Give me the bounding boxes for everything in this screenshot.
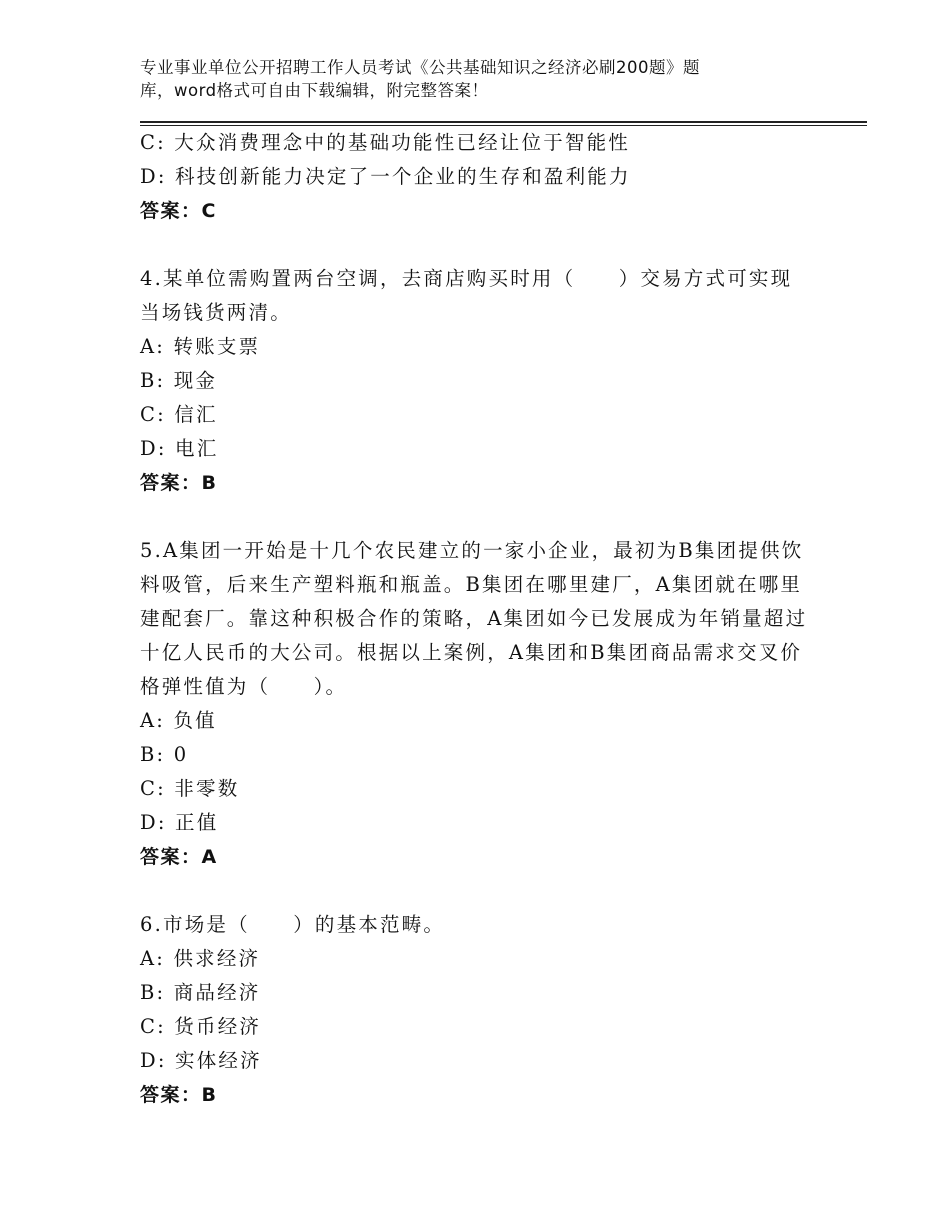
option-c: C: 货币经济	[140, 1015, 262, 1038]
answer-label: 答案：C	[140, 200, 217, 222]
question-text: 料吸管，后来生产塑料瓶和瓶盖。B集团在哪里建厂，A集团就在哪里	[140, 573, 803, 596]
header-line-1: 专业事业单位公开招聘工作人员考试《公共基础知识之经济必刷200题》题	[140, 58, 700, 77]
option-d: D: 科技创新能力决定了一个企业的生存和盈利能力	[140, 165, 631, 188]
option-a: A: 供求经济	[140, 947, 261, 970]
header-divider-thick	[140, 121, 867, 123]
answer-label: 答案：B	[140, 1084, 218, 1106]
option-b: B: 现金	[140, 369, 218, 392]
option-d: D: 电汇	[140, 437, 219, 460]
question-text: 6.市场是（ ）的基本范畴。	[140, 913, 446, 936]
option-d: D: 实体经济	[140, 1049, 262, 1072]
question-block-3-tail	[140, 126, 820, 228]
question-text: 5.A集团一开始是十几个农民建立的一家小企业，最初为B集团提供饮	[140, 539, 804, 562]
question-text: 当场钱货两清。	[140, 301, 292, 324]
question-text: 十亿人民币的大公司。根据以上案例，A集团和B集团商品需求交叉价	[140, 641, 803, 664]
question-text: 4.某单位需购置两台空调，去商店购买时用（ ）交易方式可实现	[140, 267, 793, 290]
answer-label: 答案：B	[140, 472, 218, 494]
option-c: C: 信汇	[140, 403, 218, 426]
spacer	[140, 228, 820, 262]
answer-label: 答案：A	[140, 846, 218, 868]
question-text: 格弹性值为（ ）。	[140, 675, 348, 698]
question-list	[140, 126, 820, 1112]
option-a: A: 负值	[140, 709, 217, 732]
option-d: D: 正值	[140, 811, 219, 834]
question-text: 建配套厂。靠这种积极合作的策略，A集团如今已发展成为年销量超过	[140, 607, 808, 630]
question-block-5	[140, 534, 820, 874]
option-b: B: 商品经济	[140, 981, 261, 1004]
option-c: C: 非零数	[140, 777, 240, 800]
spacer	[140, 874, 820, 908]
document-header	[140, 56, 780, 102]
question-block-4	[140, 262, 820, 500]
option-a: A: 转账支票	[140, 335, 261, 358]
question-block-6	[140, 908, 820, 1112]
header-line-2: 库，word格式可自由下载编辑，附完整答案！	[140, 81, 489, 100]
option-b: B: 0	[140, 743, 189, 766]
option-c: C: 大众消费理念中的基础功能性已经让位于智能性	[140, 131, 630, 154]
spacer	[140, 500, 820, 534]
